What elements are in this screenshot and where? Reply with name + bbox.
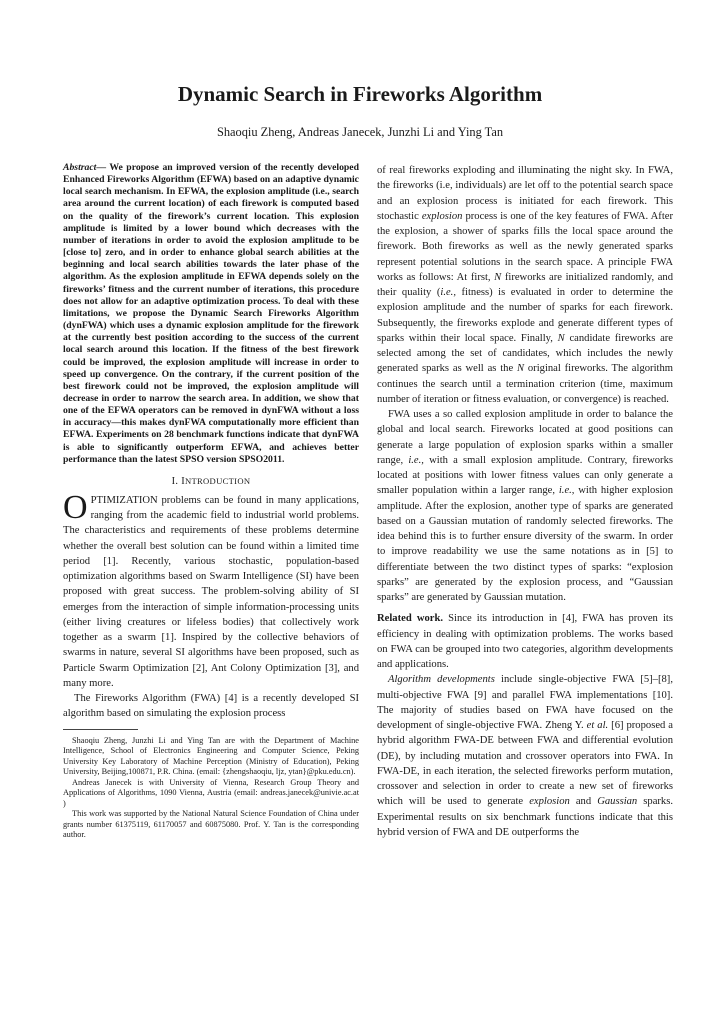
section-heading-introduction: I. INTRODUCTION: [171, 475, 251, 487]
abstract-separator: —: [96, 162, 107, 173]
related-work-paragraph: Related work. Since its introduction in [4], FWA has proven its efficiency in dealing with optimization problems. The works based on FWA can be grouped into two categories, algorithm developments and applications.: [377, 613, 673, 670]
paper-title: Dynamic Search in Fireworks Algorithm: [177, 82, 543, 106]
footnote-funding: This work was supported by the National Natural Science Foundation of China under grants number 61375119, 61170057 and 60875080. Prof. Y. Tan is the corresponding author.: [63, 809, 359, 840]
intro-paragraph-1: OPTIMIZATION problems can be found in many applications, ranging from the academic field to industrial world problems. The characteristics and requirements of these problems determine whether the overall best solution can be found within a limited time period [1]. Recently, various stochastic, population-based optimization algorithms based on Swarm Intelligence (SI) have been proposed with great success. The problem-solving ability of SI emerges from the interaction of simple information-processing units (either living creatures or lifeless bodies) that collectively work together as a swarm [1]. Inspired by the collective behaviors of swarms in nature, several SI algorithms have been proposed, such as Particle Swarm Optimization [2], Ant Colony Optimization [3], and many more.: [63, 488, 359, 689]
left-column: [63, 162, 359, 841]
related-work-label: Related work.: [377, 613, 444, 625]
algorithm-developments-paragraph: Algorithm developments include single-objective FWA [5]–[8], multi-objective FWA [9] and parallel FWA implementations [10]. The majority of studies based on FWA have focused on the development of single-objective FWA. Zheng Y. et al. [6] proposed a hybrid algorithm FWA-DE between FWA and differential evolution (DE), by including mutation and crossover operators into FWA. In FWA-DE, in each iteration, the selected fireworks perform mutation, crossover and selection in order to create a new set of fireworks which will be used to generate explosion and Gaussian sparks. Experimental results on six benchmark functions indicate that this hybrid version of FWA and DE outperforms the: [377, 674, 673, 838]
abstract-text: We propose an improved version of the recently developed Enhanced Fireworks Algorithm (EFWA) based on an adaptive dynamic local search mechanism. In EFWA, the explosion amplitude (i.e., search area around the current location) of each firework is computed based on the quality of the firework’s current location. This explosion amplitude is limited by a lower bound which decreases with the number of iterations in order to avoid the explosion amplitude to be [close to] zero, and in order to enhance global search abilities at the beginning and local search abilities towards the later phase of the algorithm. As the explosion amplitude in EFWA depends solely on the fireworks’ fitness and the current number of iterations, this procedure does not allow for an adaptive optimization process. To deal with these limitations, we propose the Dynamic Search Fireworks Algorithm (dynFWA) which uses a dynamic explosion amplitude for the firework at the currently best position according to the success of the current local search around this location. If the fitness of the best firework could be improved, the explosion amplitude will increase in order to speed up convergence. On the contrary, if the current position of the best firework could not be improved, the explosion amplitude will decrease in order to narrow the search area. In addition, we show that one of the EFWA operators can be removed in dynFWA without a loss in accuracy—this makes dynFWA computationally more efficient than EFWA. Experiments on 28 benchmark functions indicate that dynFWA is able to significantly outperform EFWA, and achieves better performance than the latest SPSO version SPSO2011.: [63, 162, 359, 465]
fwa-paragraph-2: FWA uses a so called explosion amplitude in order to balance the global and local search. Fireworks located at good positions can generate a large population of explosion sparks within a smaller range, i.e., with a small explosion amplitude. Contrary, fireworks located at positions with lower fitness values can only generate a smaller population within a larger range, i.e., with higher explosion amplitude. After the explosion, another type of sparks are generated based on a Gaussian mutation of randomly selected fireworks. The idea behind this is to further ensure diversity of the swarm. In order to improve readability we use the same notations as in [5] to differentiate between the two distinct types of sparks: “explosion sparks” are generated by the explosion process, and “Gaussian sparks” are generated by Gaussian mutation.: [377, 409, 673, 603]
abstract-label: Abstract: [63, 162, 97, 173]
intro-paragraph-2: The Fireworks Algorithm (FWA) [4] is a recently developed SI algorithm based on simulating the explosion process: [63, 693, 359, 720]
footnote-affiliation: Shaoqiu Zheng, Junzhi Li and Ying Tan are with the Department of Machine Intelligence, School of Electronics Engineering and Computer Science, Peking University Key Laboratory of Machine Perception (Ministry of Education), Peking University, Beijing,100871, P.R. China. (email: {zhengshaoqiu, ljz, ytan}@pku.edu.cn).: [63, 735, 359, 777]
footnote-janecek: Andreas Janecek is with University of Vienna, Research Group Theory and Applications of Algorithms, 1090 Vienna, Austria (email: andreas.janecek@univie.ac.at ): [63, 777, 359, 808]
drop-cap: O: [63, 488, 88, 526]
author-list: Shaoqiu Zheng, Andreas Janecek, Junzhi Li and Ying Tan: [216, 125, 504, 139]
abstract: [63, 162, 359, 466]
fwa-paragraph-1: of real fireworks exploding and illuminating the night sky. In FWA, the fireworks (i.e, individuals) are let off to the potential search space and an explosion process is initiated for each firework. This stochastic explosion process is one of the key features of FWA. After the explosion, a shower of sparks fills the local space around the firework. Both fireworks as well as the newly generated sparks represent potential solutions in the search space. A principle FWA works as follows: At first, N fireworks are initialized randomly, and their quality (i.e., fitness) is evaluated in order to determine the explosion amplitude and the number of sparks for each firework. Subsequently, the fireworks explode and generate different types of sparks within their local space. Finally, N candidate fireworks are selected among the set of candidates, which includes the newly generated sparks as well as the N original fireworks. The algorithm continues the search until a termination criterion (time, maximum number of iteration or fitness evaluation, or convergence) is reached.: [377, 165, 674, 405]
footnote-rule: [63, 729, 138, 730]
right-column: [377, 163, 673, 840]
